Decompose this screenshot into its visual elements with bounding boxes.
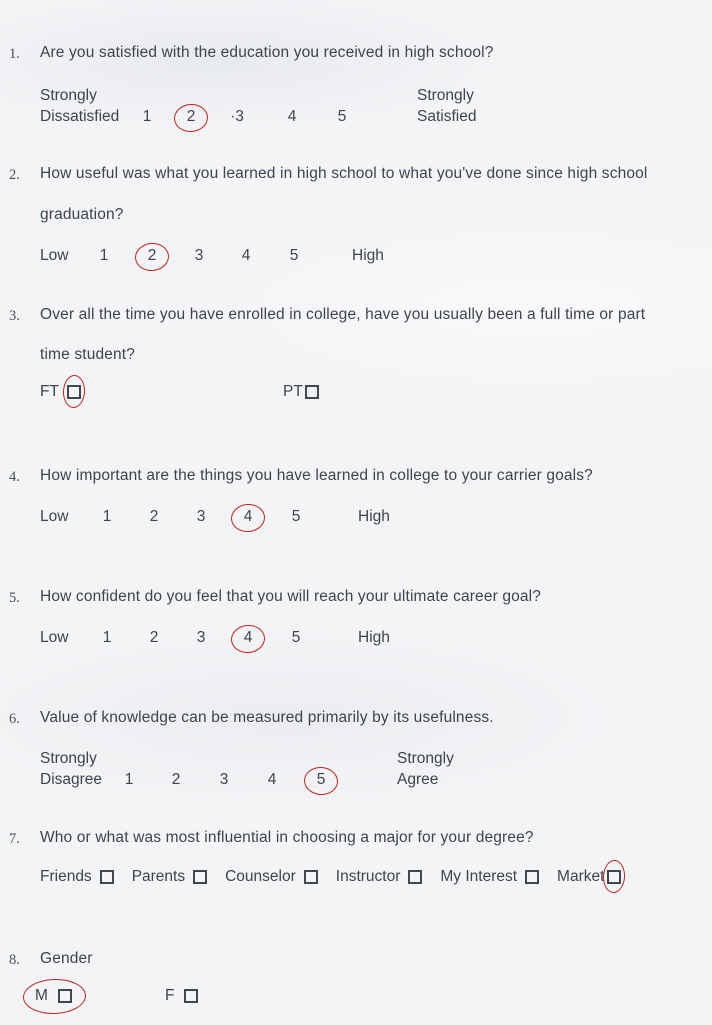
scale-right-label: High (358, 629, 390, 646)
red-selection-circle-icon (62, 374, 86, 408)
question-5 (0, 587, 712, 609)
question-text: graduation? (40, 206, 124, 223)
question-number: 5. (9, 590, 20, 606)
option-female[interactable]: F (165, 986, 198, 1006)
scale-option-5[interactable]: 5 (312, 770, 330, 790)
scale-left-label: Strongly (40, 87, 97, 104)
scale-option-4[interactable]: 4 (241, 247, 251, 264)
question-4-scale (0, 507, 712, 529)
red-selection-circle-icon (603, 859, 627, 893)
option-parents[interactable]: Parents (132, 867, 207, 887)
scale-right-label: Strongly (397, 750, 454, 767)
question-8 (0, 949, 712, 971)
question-3 (0, 305, 712, 327)
male-checkbox-icon[interactable] (58, 989, 72, 1003)
question-text: time student? (40, 346, 136, 363)
scale-option-2[interactable]: 2 (182, 107, 200, 127)
question-6-scale (0, 749, 712, 795)
scale-option-1[interactable]: 1 (99, 247, 109, 264)
scale-left-label: Low (40, 629, 69, 646)
question-2 (0, 164, 712, 186)
scale-option-1[interactable]: 1 (102, 508, 112, 525)
scale-option-5[interactable]: 5 (291, 629, 301, 646)
ft-checkbox-icon[interactable] (67, 385, 81, 399)
scale-option-2[interactable]: 2 (143, 246, 161, 266)
option-ft[interactable]: FT (40, 382, 81, 402)
question-7 (0, 828, 712, 850)
scale-option-5[interactable]: 5 (289, 247, 299, 264)
friends-checkbox-icon[interactable] (100, 870, 114, 884)
question-1 (0, 43, 712, 65)
scale-option-3[interactable]: 3 (219, 771, 229, 788)
question-text: Gender (40, 950, 93, 967)
scale-right-label: Satisfied (417, 108, 477, 125)
question-4 (0, 466, 712, 488)
question-3-text-line2 (0, 345, 712, 367)
question-5-scale (0, 628, 712, 650)
question-text: Value of knowledge can be measured primarily by its usefulness. (40, 709, 494, 726)
option-instructor[interactable]: Instructor (336, 867, 423, 887)
question-text: Who or what was most influential in choosing a major for your degree? (40, 829, 534, 846)
option-market[interactable]: Market (557, 867, 621, 887)
scale-left-label: Disagree (40, 771, 103, 788)
scale-option-4[interactable]: 4 (239, 628, 257, 648)
my-interest-checkbox-icon[interactable] (525, 870, 539, 884)
question-text: Are you satisfied with the education you received in high school? (40, 44, 494, 61)
scale-option-2[interactable]: 2 (171, 771, 181, 788)
option-pt[interactable]: PT (283, 382, 319, 402)
question-1-scale (0, 86, 712, 132)
question-text: How useful was what you learned in high school to what you've done since high school (40, 165, 648, 182)
question-number: 8. (9, 952, 20, 968)
question-number: 2. (9, 167, 20, 183)
option-male[interactable]: M (35, 986, 72, 1006)
scale-left-label: Dissatisfied (40, 108, 120, 125)
question-6 (0, 708, 712, 730)
scale-option-3[interactable]: ·3 (230, 108, 244, 125)
question-number: 4. (9, 469, 20, 485)
scale-left-label: Strongly (40, 750, 97, 767)
scale-right-label: Strongly (417, 87, 474, 104)
female-checkbox-icon[interactable] (184, 989, 198, 1003)
scale-left-label: Low (40, 508, 69, 525)
question-7-options (40, 867, 621, 887)
question-number: 1. (9, 46, 20, 62)
question-number: 3. (9, 308, 20, 324)
question-2-scale (0, 246, 712, 268)
scale-option-1[interactable]: 1 (142, 108, 152, 125)
question-8-options (0, 986, 712, 1008)
parents-checkbox-icon[interactable] (193, 870, 207, 884)
question-2-text-line2 (0, 205, 712, 227)
question-number: 7. (9, 831, 20, 847)
question-text: How important are the things you have learned in college to your carrier goals? (40, 467, 593, 484)
scale-right-label: High (358, 508, 390, 525)
scale-option-4[interactable]: 4 (239, 507, 257, 527)
question-number: 6. (9, 711, 20, 727)
scale-option-3[interactable]: 3 (194, 247, 204, 264)
option-counselor[interactable]: Counselor (225, 867, 318, 887)
scale-option-1[interactable]: 1 (124, 771, 134, 788)
scale-option-3[interactable]: 3 (196, 508, 206, 525)
counselor-checkbox-icon[interactable] (304, 870, 318, 884)
option-friends[interactable]: Friends (40, 867, 114, 887)
question-3-options (0, 382, 712, 404)
scale-option-3[interactable]: 3 (196, 629, 206, 646)
option-my-interest[interactable]: My Interest (440, 867, 539, 887)
scale-left-label: Low (40, 247, 69, 264)
question-text: Over all the time you have enrolled in college, have you usually been a full time or part (40, 306, 646, 323)
red-selection-circle-icon (22, 978, 86, 1015)
scale-option-2[interactable]: 2 (149, 508, 159, 525)
instructor-checkbox-icon[interactable] (408, 870, 422, 884)
question-text: How confident do you feel that you will reach your ultimate career goal? (40, 588, 542, 605)
scale-option-5[interactable]: 5 (291, 508, 301, 525)
pt-checkbox-icon[interactable] (305, 385, 319, 399)
market-checkbox-icon[interactable] (607, 870, 621, 884)
scale-option-2[interactable]: 2 (149, 629, 159, 646)
scale-option-5[interactable]: 5 (337, 108, 347, 125)
scale-option-1[interactable]: 1 (102, 629, 112, 646)
scale-right-label: High (352, 247, 384, 264)
scale-option-4[interactable]: 4 (267, 771, 277, 788)
scale-option-4[interactable]: 4 (287, 108, 297, 125)
scale-right-label: Agree (397, 771, 439, 788)
